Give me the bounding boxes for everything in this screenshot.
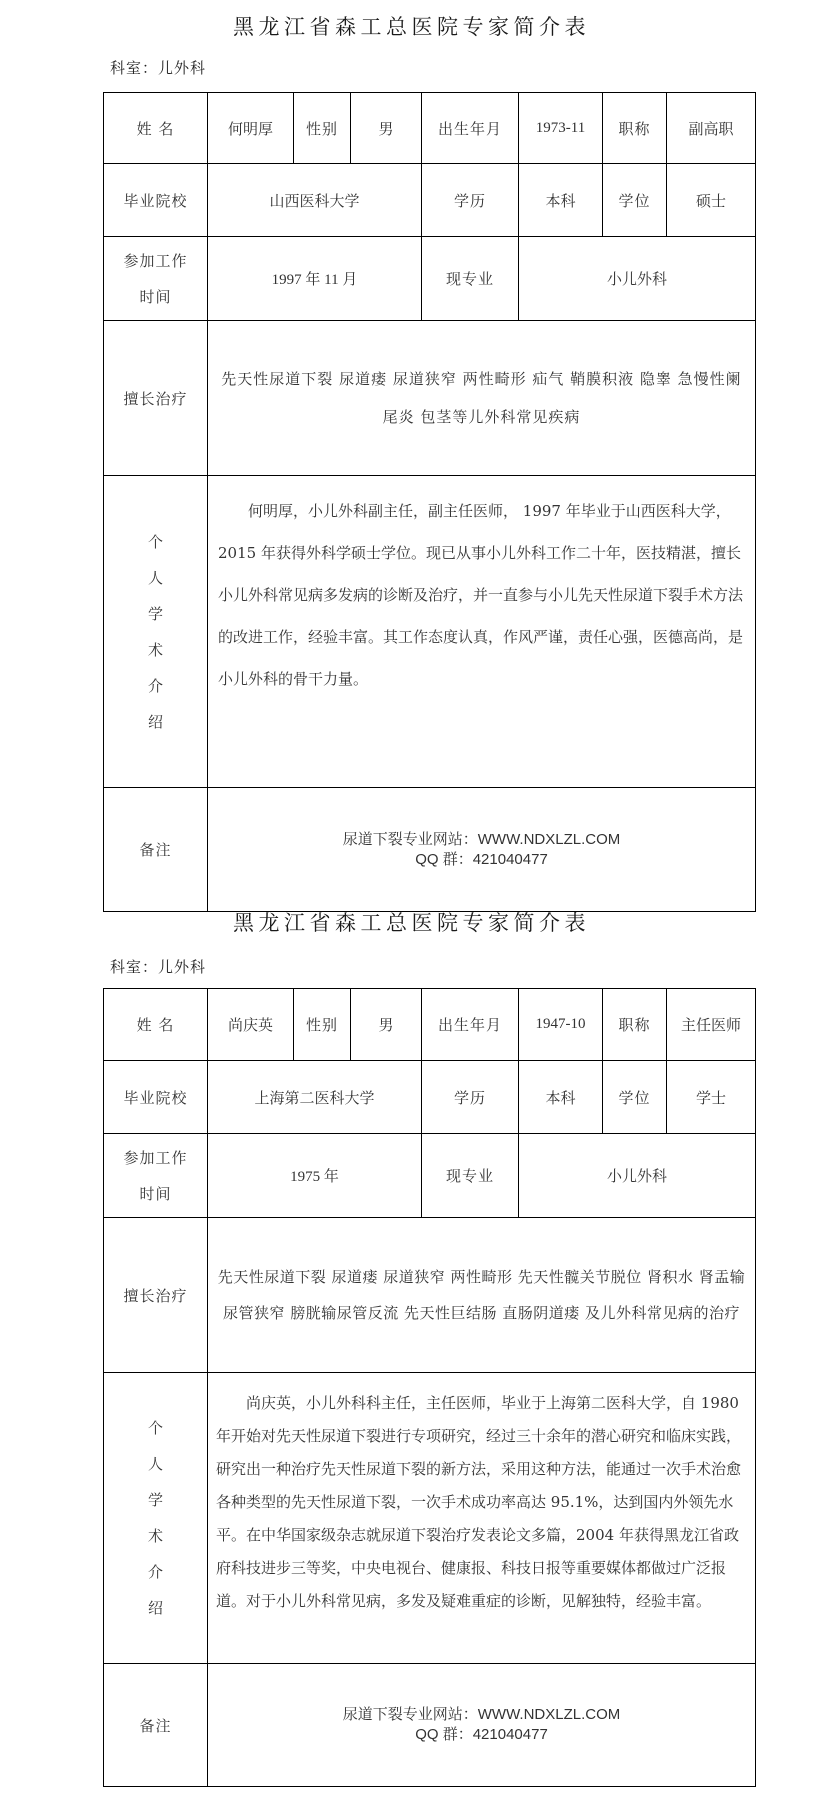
work-start-value: 1975 年: [208, 1134, 422, 1218]
bio-label-char: 学: [147, 1491, 163, 1509]
remark-qq-group: QQ 群：421040477: [415, 850, 548, 868]
bio-label-char: 绍: [147, 712, 163, 731]
gender-value: 男: [351, 93, 422, 164]
birth-label: 出生年月: [422, 93, 519, 164]
profile-2-department: 科室：儿外科: [110, 958, 207, 976]
work-start-label: [104, 1134, 208, 1218]
work-start-label-line2: 时间: [139, 287, 172, 306]
specialty-value: 小儿外科: [519, 237, 756, 321]
remark-value: [208, 1664, 756, 1787]
profile-2-table: [103, 988, 756, 1787]
education-value: 本科: [519, 164, 603, 237]
bio-label: [104, 476, 208, 788]
bio-label-char: 人: [147, 568, 163, 587]
remark-label: 备注: [104, 1664, 208, 1787]
degree-label: 学位: [603, 164, 667, 237]
remark-website: 尿道下裂专业网站：WWW.NDXLZL.COM: [342, 830, 621, 848]
degree-value: 学士: [667, 1061, 756, 1134]
expertise-value: 先天性尿道下裂 尿道瘘 尿道狭窄 两性畸形 先天性髋关节脱位 肾积水 肾盂输尿管狭窄 膀胱输尿管反流 先天性巨结肠 直肠阴道瘘 及儿外科常见病的治疗: [208, 1218, 756, 1373]
gender-label: 性别: [294, 989, 351, 1061]
bio-label-char: 学: [147, 604, 163, 623]
school-label: 毕业院校: [104, 164, 208, 237]
work-start-value: 1997 年 11 月: [208, 237, 422, 321]
name-value: 何明厚: [208, 93, 294, 164]
profile-1-title: 黑龙江省森工总医院专家简介表: [233, 15, 590, 39]
profile-1-department: 科室：儿外科: [110, 59, 207, 77]
specialty-label: 现专业: [422, 237, 519, 321]
school-value: 山西医科大学: [208, 164, 422, 237]
work-start-label: [104, 237, 208, 321]
gender-label: 性别: [294, 93, 351, 164]
remark-label: 备注: [104, 788, 208, 912]
rank-label: 职称: [603, 989, 667, 1061]
work-start-label-line1: 参加工作: [123, 1148, 188, 1167]
school-value: 上海第二医科大学: [208, 1061, 422, 1134]
name-label: 姓 名: [104, 93, 208, 164]
bio-label-char: 术: [147, 640, 163, 659]
birth-value: 1973-11: [519, 93, 603, 164]
bio-label-char: 绍: [147, 1599, 163, 1617]
expertise-label: 擅长治疗: [104, 1218, 208, 1373]
birth-label: 出生年月: [422, 989, 519, 1061]
school-label: 毕业院校: [104, 1061, 208, 1134]
bio-value: 何明厚，小儿外科副主任，副主任医师， 1997 年毕业于山西医科大学，2015 年获得外科学硕士学位。现已从事小儿外科工作二十年，医技精湛，擅长小儿外科常见病多发病的诊断及治疗，并一直参与小儿先天性尿道下裂手术方法的改进工作，经验丰富。其工作态度认真，作风严谨，责任心强，医德高尚，是小儿外科的骨干力量。: [208, 476, 756, 788]
remark-value: [208, 788, 756, 912]
bio-value: 尚庆英，小儿外科科主任，主任医师，毕业于上海第二医科大学，自 1980 年开始对先天性尿道下裂进行专项研究，经过三十余年的潜心研究和临床实践，研究出一种治疗先天性尿道下裂的新方法，采用这种方法，能通过一次手术治愈各种类型的先天性尿道下裂，一次手术成功率高达 95.1%，达到国内外领先水平。在中华国家级杂志就尿道下裂治疗发表论文多篇，2004 年获得黑龙江省政府科技进步三等奖，中央电视台、健康报、科技日报等重要媒体都做过广泛报道。对于小儿外科常见病，多发及疑难重症的诊断，见解独特，经验丰富。: [208, 1373, 756, 1664]
remark-qq-group: QQ 群：421040477: [415, 1726, 548, 1743]
rank-value: 副高职: [667, 93, 756, 164]
remark-website: 尿道下裂专业网站：WWW.NDXLZL.COM: [342, 1706, 621, 1723]
gender-value: 男: [351, 989, 422, 1061]
bio-label-char: 介: [147, 1563, 163, 1581]
name-value: 尚庆英: [208, 989, 294, 1061]
birth-value: 1947-10: [519, 989, 603, 1061]
degree-label: 学位: [603, 1061, 667, 1134]
specialty-value: 小儿外科: [519, 1134, 756, 1218]
bio-label: [104, 1373, 208, 1664]
name-label: 姓 名: [104, 989, 208, 1061]
education-label: 学历: [422, 164, 519, 237]
bio-label-char: 介: [147, 676, 163, 695]
expertise-label: 擅长治疗: [104, 321, 208, 476]
rank-value: 主任医师: [667, 989, 756, 1061]
work-start-label-line1: 参加工作: [123, 251, 188, 270]
profile-2-title: 黑龙江省森工总医院专家简介表: [233, 911, 590, 935]
bio-label-char: 个: [147, 1419, 163, 1437]
profile-1-table: [103, 92, 756, 912]
education-value: 本科: [519, 1061, 603, 1134]
specialty-label: 现专业: [422, 1134, 519, 1218]
education-label: 学历: [422, 1061, 519, 1134]
bio-label-char: 个: [147, 532, 163, 551]
bio-label-char: 术: [147, 1527, 163, 1545]
rank-label: 职称: [603, 93, 667, 164]
expertise-value: 先天性尿道下裂 尿道瘘 尿道狭窄 两性畸形 疝气 鞘膜积液 隐睾 急慢性阑尾炎 包茎等儿外科常见疾病: [208, 321, 756, 476]
work-start-label-line2: 时间: [139, 1184, 172, 1203]
bio-label-char: 人: [147, 1455, 163, 1473]
degree-value: 硕士: [667, 164, 756, 237]
